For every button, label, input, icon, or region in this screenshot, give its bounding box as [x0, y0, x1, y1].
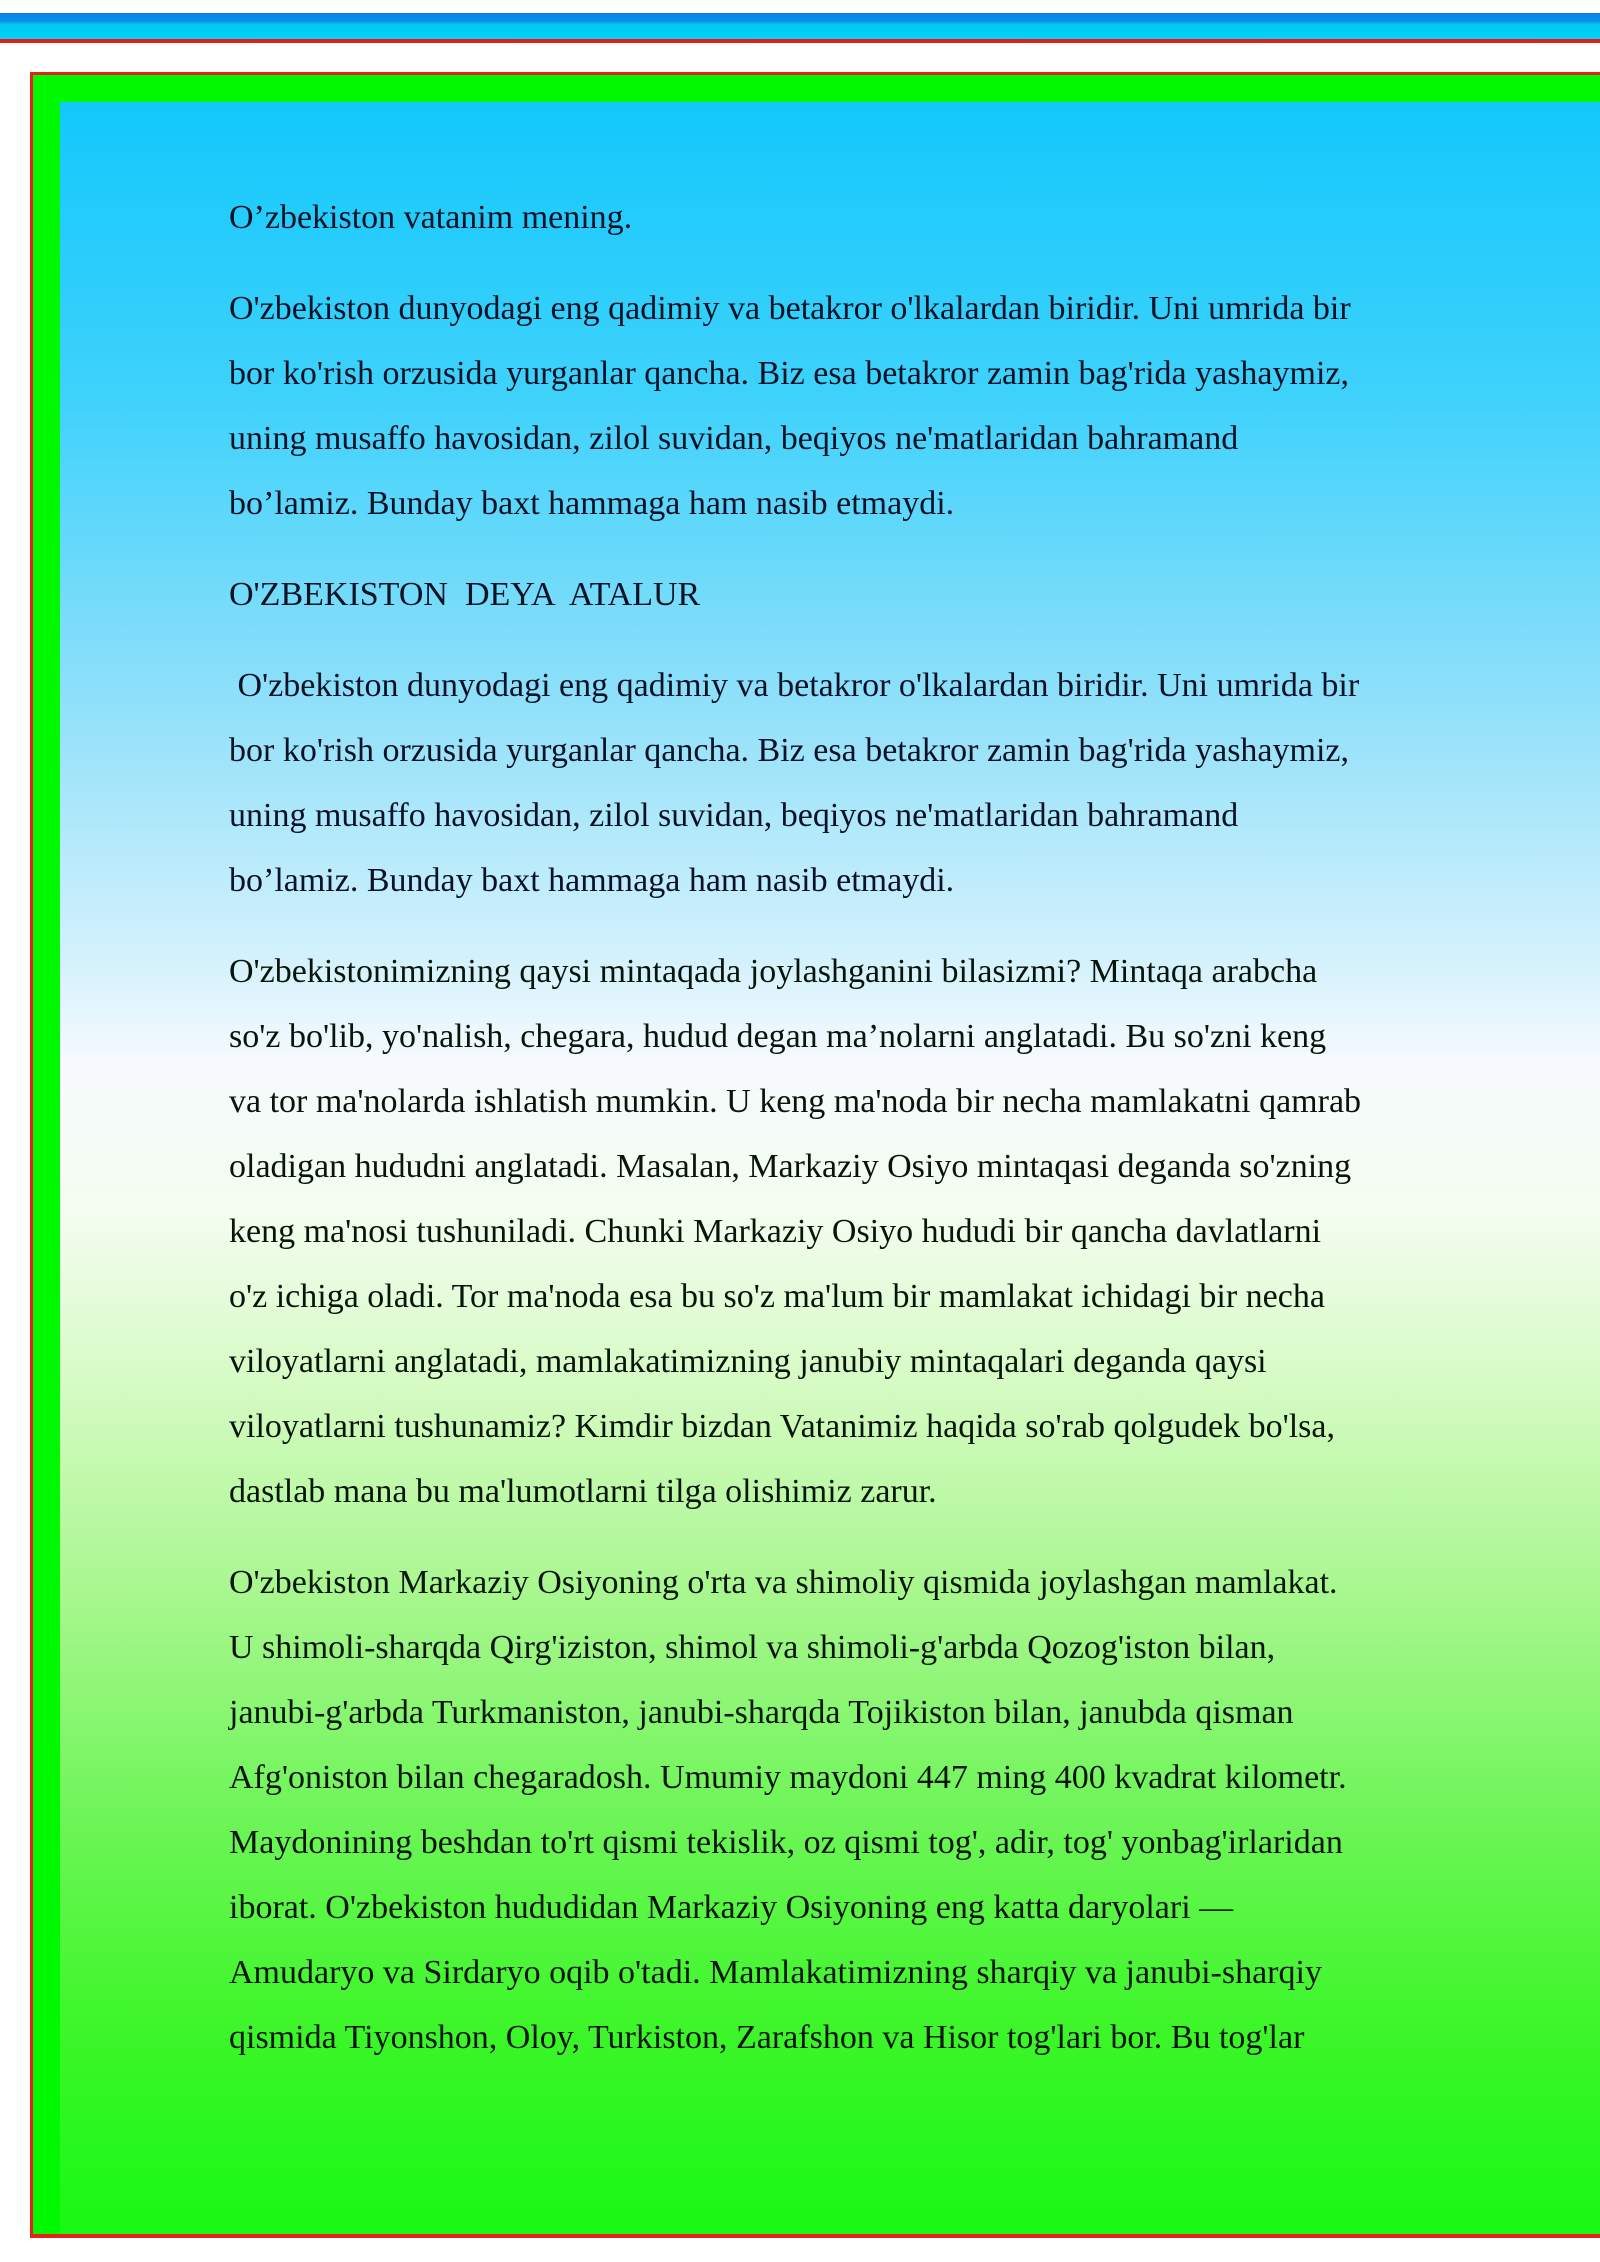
text-line: U shimoli-sharqda Qirg'iziston, shimol va shimoli-g'arbda Qozog'iston bilan,	[229, 1629, 1276, 1666]
heading-text: O'ZBEKISTON DEYA ATALUR	[229, 576, 701, 613]
section-heading	[229, 562, 1509, 627]
text-line: O'zbekiston dunyodagi eng qadimiy va betakror o'lkalardan biridir. Uni umrida bir	[229, 290, 1351, 327]
document-body	[229, 185, 1509, 2096]
text-line: Maydonining beshdan to'rt qismi tekislik, oz qismi tog', adir, tog' yonbag'irlaridan	[229, 1824, 1343, 1861]
text-line: janubi-g'arbda Turkmaniston, janubi-sharqda Tojikiston bilan, janubda qisman	[229, 1694, 1294, 1731]
text-line: dastlab mana bu ma'lumotlarni tilga olishimiz zarur.	[229, 1473, 937, 1510]
text-line: so'z bo'lib, yo'nalish, chegara, hudud degan ma’nolarni anglatadi. Bu so'zni keng	[229, 1018, 1327, 1055]
text-line: uning musaffo havosidan, zilol suvidan, beqiyos ne'matlaridan bahramand	[229, 797, 1239, 834]
text-line: Amudaryo va Sirdaryo oqib o'tadi. Mamlakatimizning sharqiy va janubi-sharqiy	[229, 1954, 1322, 1991]
paragraph-repeat	[229, 653, 1509, 913]
text-line: bo’lamiz. Bunday baxt hammaga ham nasib etmaydi.	[229, 862, 955, 899]
text-line: O'zbekiston dunyodagi eng qadimiy va betakror o'lkalardan biridir. Uni umrida bir	[229, 667, 1360, 704]
paragraph-intro	[229, 276, 1509, 536]
document-title	[229, 185, 1509, 250]
text-line: viloyatlarni anglatadi, mamlakatimizning janubiy mintaqalari deganda qaysi	[229, 1343, 1267, 1380]
top-decorative-band	[0, 13, 1600, 39]
text-line: O’zbekiston vatanim mening.	[229, 199, 633, 236]
paragraph-region	[229, 939, 1509, 1524]
text-line: va tor ma'nolarda ishlatish mumkin. U keng ma'noda bir necha mamlakatni qamrab	[229, 1083, 1362, 1120]
paragraph-geography	[229, 1550, 1509, 2070]
text-line: O'zbekiston Markaziy Osiyoning o'rta va shimoliy qismida joylashgan mamlakat.	[229, 1564, 1338, 1601]
text-line: iborat. O'zbekiston hududidan Markaziy Osiyoning eng katta daryolari —	[229, 1889, 1234, 1926]
text-line: uning musaffo havosidan, zilol suvidan, beqiyos ne'matlaridan bahramand	[229, 420, 1239, 457]
text-line: bor ko'rish orzusida yurganlar qancha. Biz esa betakror zamin bag'rida yashaymiz,	[229, 732, 1350, 769]
top-red-rule	[0, 39, 1600, 43]
text-line: bor ko'rish orzusida yurganlar qancha. Biz esa betakror zamin bag'rida yashaymiz,	[229, 355, 1350, 392]
text-line: viloyatlarni tushunamiz? Kimdir bizdan Vatanimiz haqida so'rab qolgudek bo'lsa,	[229, 1408, 1335, 1445]
text-line: qismida Tiyonshon, Oloy, Turkiston, Zarafshon va Hisor tog'lari bor. Bu tog'lar	[229, 2019, 1305, 2056]
text-line: Afg'oniston bilan chegaradosh. Umumiy maydoni 447 ming 400 kvadrat kilometr.	[229, 1759, 1347, 1796]
text-line: bo’lamiz. Bunday baxt hammaga ham nasib etmaydi.	[229, 485, 955, 522]
text-line: keng ma'nosi tushuniladi. Chunki Markaziy Osiyo hududi bir qancha davlatlarni	[229, 1213, 1322, 1250]
text-line: o'z ichiga oladi. Tor ma'noda esa bu so'z ma'lum bir mamlakat ichidagi bir necha	[229, 1278, 1325, 1315]
text-line: O'zbekistonimizning qaysi mintaqada joylashganini bilasizmi? Mintaqa arabcha	[229, 953, 1318, 990]
text-line: oladigan hududni anglatadi. Masalan, Markaziy Osiyo mintaqasi deganda so'zning	[229, 1148, 1352, 1185]
